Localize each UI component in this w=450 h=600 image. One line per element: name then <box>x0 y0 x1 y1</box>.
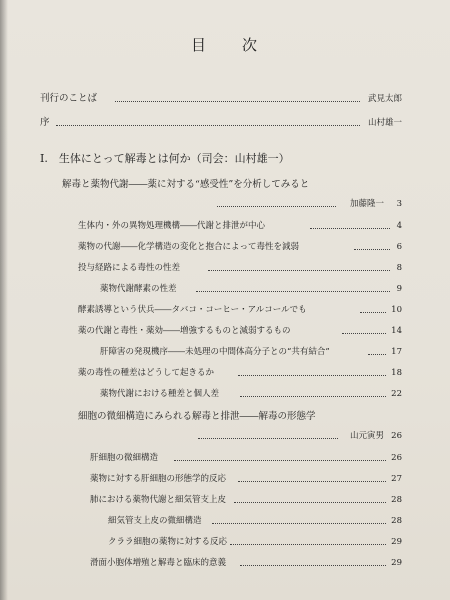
leader-dots <box>238 375 386 376</box>
toc-subsection <box>90 556 402 570</box>
toc-page-number: 29 <box>391 537 402 547</box>
leader-dots <box>230 544 386 545</box>
toc-subsection <box>78 324 402 338</box>
toc-subsection <box>90 451 402 465</box>
toc-entry-preface-2 <box>40 116 402 130</box>
toc-entry-author: 武見太郎 <box>367 94 402 104</box>
toc-entry-text: 薬の毒性の種差はどうして起きるか <box>78 368 215 378</box>
leader-dots <box>208 270 390 271</box>
toc-page-number: 27 <box>391 474 402 484</box>
toc-subsection <box>78 219 402 233</box>
toc-subsection <box>100 345 402 359</box>
toc-subsection <box>90 493 402 507</box>
toc-entry-text: 薬物代謝酵素の性差 <box>100 284 177 294</box>
leader-dots <box>212 523 386 524</box>
toc-entry-text: 肝障害の発現機序――未処理の中間体高分子との“共有結合” <box>100 347 330 357</box>
leader-dots <box>354 249 390 250</box>
leader-dots <box>174 460 386 461</box>
toc-entry-text: 序 <box>40 117 50 128</box>
toc-section-author-line <box>78 429 402 443</box>
toc-page-number: 3 <box>396 199 402 209</box>
toc-page-number: 26 <box>391 453 402 463</box>
toc-entry-author: 山元寅男 <box>349 431 384 441</box>
toc-subsection <box>108 535 402 549</box>
leader-dots <box>217 206 336 207</box>
toc-page-number: 28 <box>391 516 402 526</box>
toc-chapter-heading <box>40 152 402 166</box>
toc-page-number: 29 <box>391 558 402 568</box>
leader-dots <box>342 333 386 334</box>
leader-dots <box>238 481 386 482</box>
toc-subsection <box>78 261 402 275</box>
toc-entry-text: 薬の代謝と毒性・薬効――増強するものと減弱するもの <box>78 326 291 336</box>
leader-dots <box>240 565 386 566</box>
leader-dots <box>310 228 390 229</box>
toc-entry-text: 投与経路による毒性の性差 <box>78 263 181 273</box>
leader-dots <box>368 354 386 355</box>
toc-entry-text: 細胞の微細構造にみられる解毒と排泄――解毒の形態学 <box>78 411 316 422</box>
toc-page-number: 28 <box>391 495 402 505</box>
toc-page-number: 26 <box>391 431 402 441</box>
toc-entry-author: 加藤隆一 <box>349 199 384 209</box>
leader-dots <box>234 502 386 503</box>
toc-page-number: 18 <box>391 368 402 378</box>
toc-entry-author: 山村雄一 <box>367 118 402 128</box>
toc-subsection <box>108 514 402 528</box>
toc-page-number: 17 <box>391 347 402 357</box>
leader-dots <box>360 312 386 313</box>
toc-page-number: 22 <box>391 389 402 399</box>
toc-subsection <box>100 282 402 296</box>
toc-subsection <box>90 472 402 486</box>
toc-subsection <box>100 387 402 401</box>
toc-entry-text: 肝細胞の微細構造 <box>90 453 159 463</box>
toc-subsection <box>78 303 402 317</box>
chapter-title: I. 生体にとって解毒とは何か（司会：山村雄一） <box>40 152 290 165</box>
toc-entry-text: クララ細胞の薬物に対する反応 <box>108 537 228 547</box>
toc-section <box>78 410 402 424</box>
toc-page-number: 6 <box>396 242 402 252</box>
toc-entry-text: 細気管支上皮の微細構造 <box>108 516 202 526</box>
toc-entry-text: 滑面小胞体増殖と解毒と臨床的意義 <box>90 558 227 568</box>
toc-subsection <box>78 240 402 254</box>
toc-entry-text: 薬物代謝における種差と個人差 <box>100 389 220 399</box>
leader-dots <box>56 125 360 126</box>
toc-page-number: 10 <box>391 305 402 315</box>
leader-dots <box>240 396 386 397</box>
toc-entry-preface-1 <box>40 92 402 106</box>
toc-subsection <box>78 366 402 380</box>
page-title: 目 次 <box>190 36 259 54</box>
leader-dots <box>196 291 390 292</box>
page-edge-shadow <box>0 0 8 600</box>
toc-page-number: 9 <box>396 284 402 294</box>
toc-entry-text: 薬物の代謝――化学構造の変化と抱合によって毒性を減弱 <box>78 242 300 252</box>
leader-dots <box>115 101 360 102</box>
toc-page-number: 4 <box>396 221 402 231</box>
toc-section <box>62 178 402 192</box>
leader-dots <box>198 438 338 439</box>
toc-entry-text: 薬物に対する肝細胞の形態学的反応 <box>90 474 227 484</box>
toc-entry-text: 酵素誘導という伏兵――タバコ・コーヒー・アルコールでも <box>78 305 307 315</box>
toc-entry-text: 肺における薬物代謝と細気管支上皮 <box>90 495 227 505</box>
toc-entry-text: 生体内・外の異物処理機構――代謝と排泄が中心 <box>78 221 266 231</box>
toc-entry-text: 刊行のことば <box>40 93 98 104</box>
toc-page-number: 14 <box>391 326 402 336</box>
toc-section-author-line <box>62 197 402 211</box>
toc-entry-text: 解毒と薬物代謝――薬に対する“感受性”を分析してみると <box>62 179 310 190</box>
toc-page-number: 8 <box>396 263 402 273</box>
